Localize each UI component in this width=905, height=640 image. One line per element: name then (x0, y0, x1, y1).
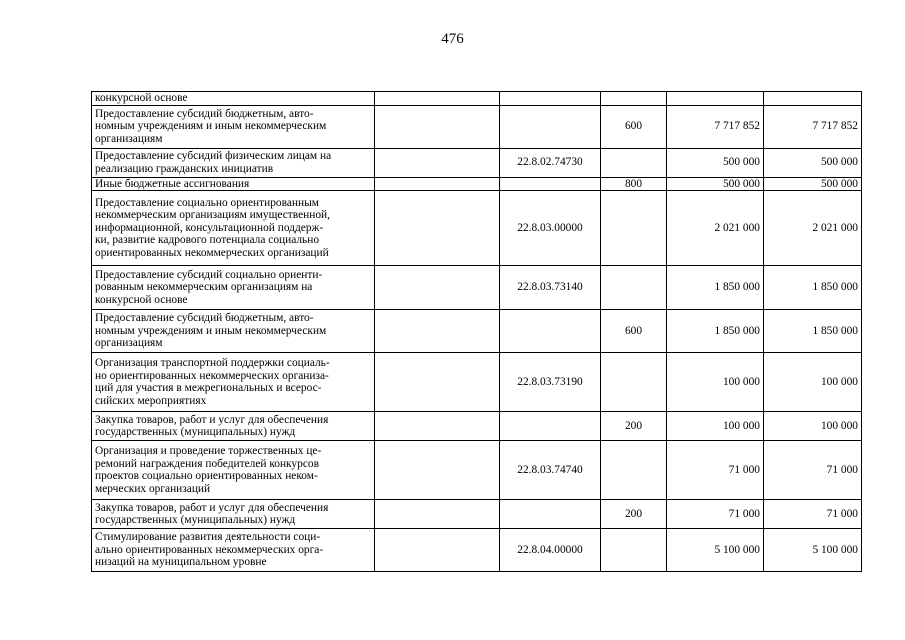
row-name-line: Закупка товаров, работ и услуг для обеспечения (95, 413, 329, 426)
row-name-line: проектов социально ориентированных неком- (95, 470, 318, 483)
row-name-line: Организация транспортной поддержки социаль- (95, 357, 330, 369)
row-name-cell (92, 310, 375, 353)
budget-table (91, 91, 862, 572)
row-code-cell (500, 92, 601, 106)
row-name-line: ально ориентированных некоммерческих орга- (95, 543, 324, 556)
row-name-line: низаций на муниципальном уровне (95, 556, 267, 569)
table-row (92, 412, 862, 441)
row-empty-cell (375, 266, 500, 310)
row-empty-cell (375, 441, 500, 500)
table-row (92, 353, 862, 412)
table-row (92, 191, 862, 266)
row-name-line: Организация и проведение торжественных це- (95, 445, 322, 457)
row-name-line: Предоставление субсидий социально ориенти- (95, 268, 323, 281)
row-code-cell (500, 500, 601, 529)
row-amount-2-cell: 71 000 (764, 441, 862, 500)
row-expense-type-cell (601, 148, 667, 177)
row-amount-1-cell: 5 100 000 (667, 529, 764, 572)
row-name-cell (92, 191, 375, 266)
row-name-line: государственных (муниципальных) нужд (95, 514, 296, 527)
row-amount-2-cell: 500 000 (764, 177, 862, 191)
row-empty-cell (375, 310, 500, 353)
row-name-line: номным учреждениям и иным некоммерческим (95, 324, 327, 337)
row-amount-1-cell: 500 000 (667, 177, 764, 191)
row-name-line: Предоставление субсидий бюджетным, авто- (95, 107, 314, 120)
row-empty-cell (375, 191, 500, 266)
table-row (92, 105, 862, 148)
row-expense-type-cell: 600 (601, 310, 667, 353)
row-name-line: организациям (95, 337, 163, 350)
row-amount-1-cell: 500 000 (667, 148, 764, 177)
row-amount-2-cell: 100 000 (764, 412, 862, 441)
row-code-cell (500, 177, 601, 191)
row-name-line: сийских мероприятиях (95, 394, 207, 407)
table-row (92, 441, 862, 500)
row-name-line: некоммерческим организациям имущественной, (95, 209, 330, 222)
row-expense-type-cell (601, 92, 667, 106)
row-name-line: организациям (95, 132, 163, 145)
row-amount-1-cell: 7 717 852 (667, 105, 764, 148)
page-number: 476 (441, 31, 464, 47)
row-empty-cell (375, 148, 500, 177)
row-amount-1-cell: 2 021 000 (667, 191, 764, 266)
row-empty-cell (375, 500, 500, 529)
row-amount-2-cell: 1 850 000 (764, 266, 862, 310)
row-empty-cell (375, 177, 500, 191)
row-amount-2-cell: 5 100 000 (764, 529, 862, 572)
row-expense-type-cell (601, 529, 667, 572)
row-name-line: рованным некоммерческим организациям на (95, 281, 313, 294)
row-name-cell (92, 148, 375, 177)
table-row (92, 92, 862, 106)
row-name-cell (92, 105, 375, 148)
row-amount-1-cell: 1 850 000 (667, 310, 764, 353)
table-row (92, 529, 862, 572)
row-amount-2-cell: 2 021 000 (764, 191, 862, 266)
row-amount-1-cell: 71 000 (667, 500, 764, 529)
row-name-line: Стимулирование развития деятельности соци- (95, 531, 321, 544)
row-name-line: информационной, консультационной поддерж- (95, 221, 324, 234)
row-amount-1-cell: 100 000 (667, 353, 764, 412)
row-code-cell (500, 310, 601, 353)
table-row (92, 266, 862, 310)
row-name-cell (92, 529, 375, 572)
row-name-line: ций для участия в межрегиональных и всерос- (95, 382, 322, 395)
row-name-line: Предоставление социально ориентированным (95, 196, 319, 209)
row-amount-2-cell: 7 717 852 (764, 105, 862, 148)
row-amount-2-cell: 100 000 (764, 353, 862, 412)
row-empty-cell (375, 105, 500, 148)
row-expense-type-cell (601, 266, 667, 310)
row-name-line: ориентированных некоммерческих организаций (95, 247, 329, 260)
row-name-cell (92, 441, 375, 500)
row-empty-cell (375, 92, 500, 106)
row-expense-type-cell: 200 (601, 412, 667, 441)
row-name-line: мерческих организаций (95, 482, 211, 495)
row-name-line: номным учреждениям и иным некоммерческим (95, 120, 327, 133)
row-expense-type-cell (601, 353, 667, 412)
row-name-cell (92, 412, 375, 441)
row-name-line: конкурсной основе (95, 92, 188, 104)
row-name-line: ки, развитие кадрового потенциала социально (95, 234, 320, 247)
row-name-cell (92, 353, 375, 412)
budget-table-body (92, 92, 862, 572)
row-code-cell (500, 412, 601, 441)
table-row (92, 148, 862, 177)
row-amount-2-cell: 1 850 000 (764, 310, 862, 353)
table-row (92, 500, 862, 529)
table-row (92, 310, 862, 353)
row-empty-cell (375, 412, 500, 441)
row-expense-type-cell (601, 191, 667, 266)
row-amount-2-cell (764, 92, 862, 106)
row-code-cell: 22.8.03.73140 (500, 266, 601, 310)
row-amount-1-cell: 1 850 000 (667, 266, 764, 310)
row-code-cell: 22.8.03.74740 (500, 441, 601, 500)
row-code-cell: 22.8.03.73190 (500, 353, 601, 412)
row-name-cell (92, 500, 375, 529)
row-amount-1-cell: 71 000 (667, 441, 764, 500)
row-empty-cell (375, 529, 500, 572)
row-expense-type-cell (601, 441, 667, 500)
table-row (92, 177, 862, 191)
row-name-line: реализацию гражданских инициатив (95, 162, 274, 175)
row-name-line: но ориентированных некоммерческих организа- (95, 369, 329, 382)
row-name-line: Иные бюджетные ассигнования (95, 177, 250, 190)
row-name-line: Закупка товаров, работ и услуг для обеспечения (95, 501, 329, 514)
row-expense-type-cell: 800 (601, 177, 667, 191)
row-name-line: Предоставление субсидий бюджетным, авто- (95, 312, 314, 325)
row-code-cell: 22.8.04.00000 (500, 529, 601, 572)
row-expense-type-cell: 200 (601, 500, 667, 529)
row-name-line: ремоний награждения победителей конкурсов (95, 457, 319, 470)
row-code-cell: 22.8.03.00000 (500, 191, 601, 266)
row-empty-cell (375, 353, 500, 412)
row-name-cell (92, 92, 375, 106)
row-code-cell: 22.8.02.74730 (500, 148, 601, 177)
row-name-line: государственных (муниципальных) нужд (95, 426, 296, 439)
row-amount-1-cell (667, 92, 764, 106)
row-amount-1-cell: 100 000 (667, 412, 764, 441)
row-name-cell (92, 177, 375, 191)
row-name-line: Предоставление субсидий физическим лицам на (95, 150, 332, 162)
row-amount-2-cell: 500 000 (764, 148, 862, 177)
row-name-cell (92, 266, 375, 310)
row-amount-2-cell: 71 000 (764, 500, 862, 529)
row-expense-type-cell: 600 (601, 105, 667, 148)
row-name-line: конкурсной основе (95, 293, 188, 306)
row-code-cell (500, 105, 601, 148)
